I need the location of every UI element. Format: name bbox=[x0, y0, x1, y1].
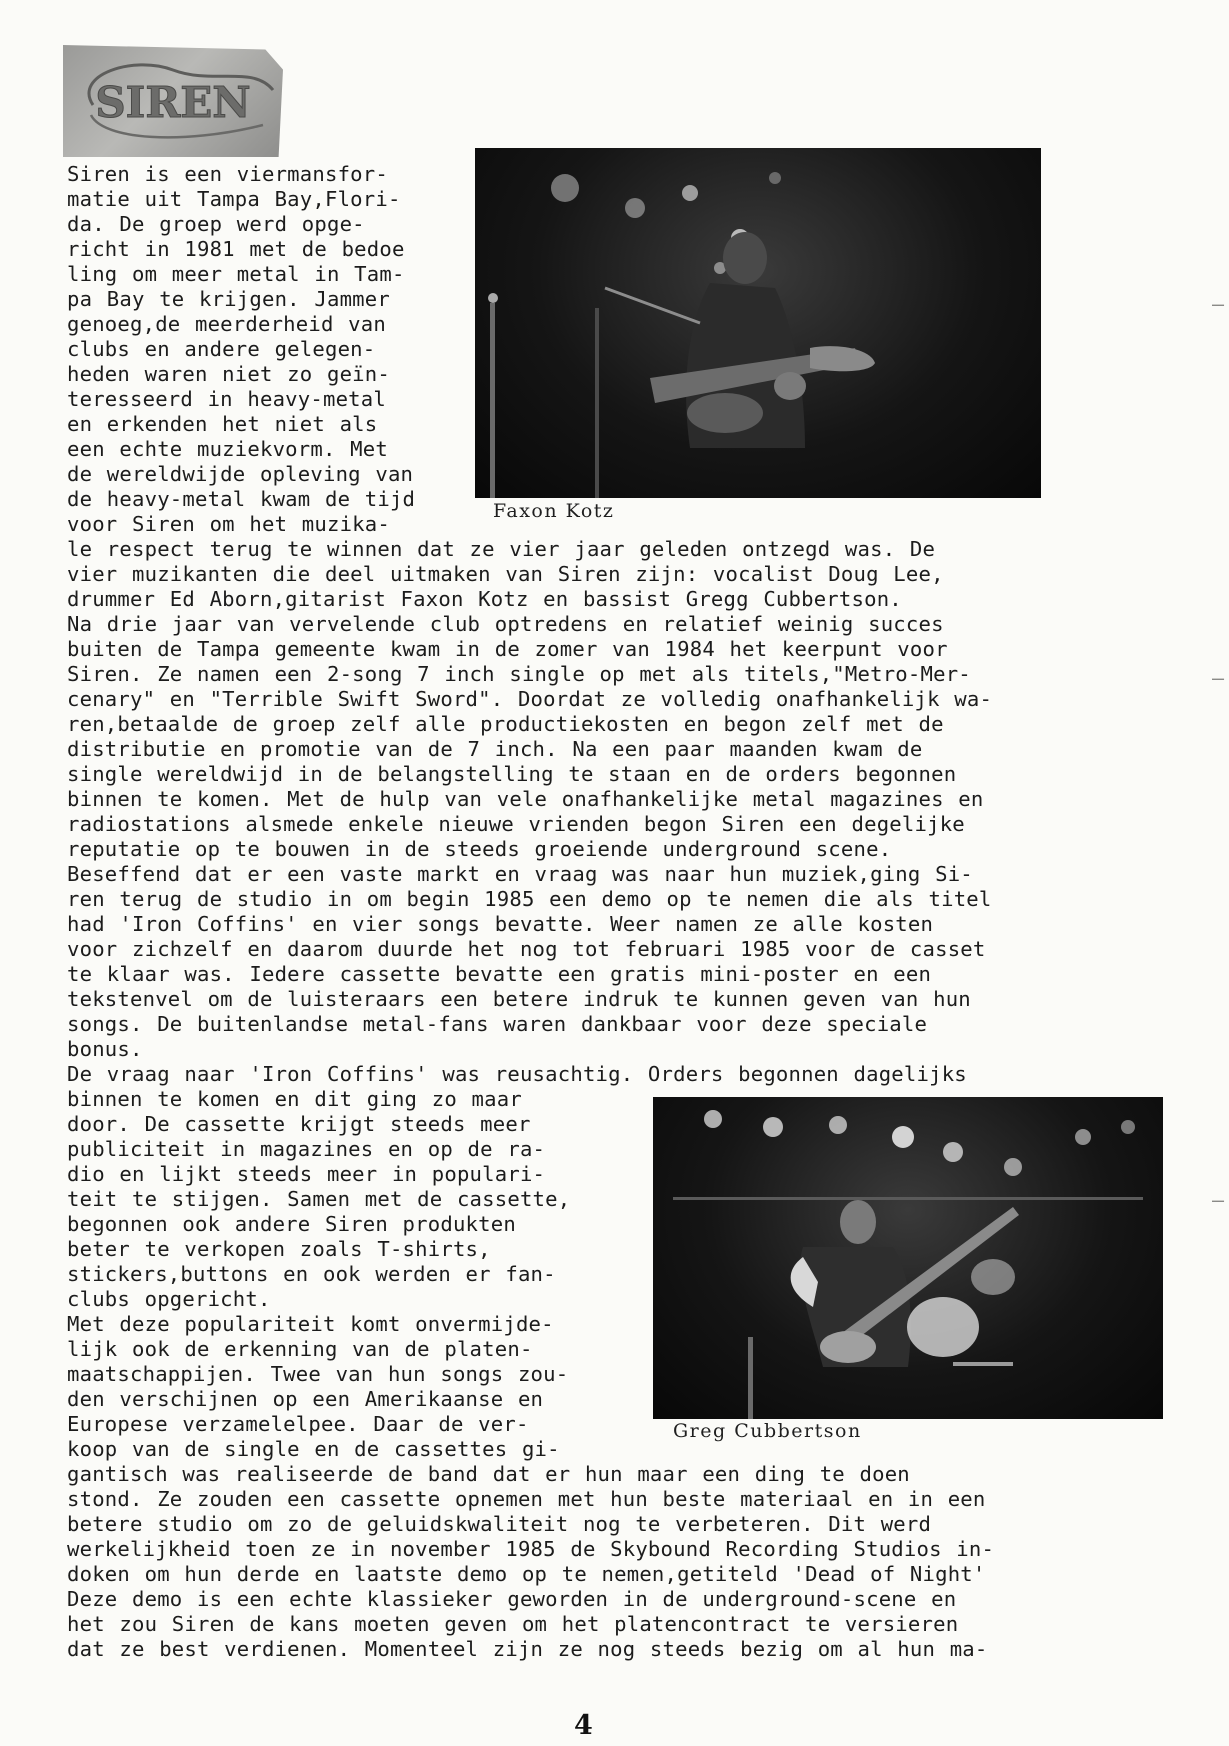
margin-dash-mark: – bbox=[1212, 666, 1225, 690]
text-line: De vraag naar 'Iron Coffins' was reusachtig. Orders begonnen dagelijks bbox=[67, 1062, 967, 1086]
text-line: begonnen ook andere Siren produkten bbox=[67, 1212, 516, 1236]
text-line: tekstenvel om de luisteraars een betere indruk te kunnen geven van hun bbox=[67, 987, 971, 1011]
text-line: ren terug de studio in om begin 1985 een demo op te nemen die als titel bbox=[67, 887, 992, 911]
text-line: koop van de single en de cassettes gi- bbox=[67, 1437, 560, 1461]
text-line: le respect terug te winnen dat ze vier jaar geleden ontzegd was. De bbox=[67, 537, 936, 561]
text-line: de heavy-metal kwam de tijd bbox=[67, 487, 416, 511]
text-line: Siren is een viermansfor- bbox=[67, 162, 388, 186]
text-line: een echte muziekvorm. Met bbox=[67, 437, 388, 461]
text-line: bonus. bbox=[67, 1037, 143, 1061]
text-line: songs. De buitenlandse metal-fans waren dankbaar voor deze speciale bbox=[67, 1012, 928, 1036]
text-line: en erkenden het niet als bbox=[67, 412, 378, 436]
text-line: buiten de Tampa gemeente kwam in de zomer van 1984 het keerpunt voor bbox=[67, 637, 948, 661]
text-line: reputatie op te bouwen in de steeds groeiende underground scene. bbox=[67, 837, 892, 861]
text-line: single wereldwijd in de belangstelling te staan en de orders begonnen bbox=[67, 762, 957, 786]
text-line: clubs en andere gelegen- bbox=[67, 337, 376, 361]
text-line: stickers,buttons en ook werden er fan- bbox=[67, 1262, 556, 1286]
logo-text: SIREN bbox=[95, 78, 251, 127]
text-line: Met deze populariteit komt onvermijde- bbox=[67, 1312, 554, 1336]
text-line: het zou Siren de kans moeten geven om het platencontract te versieren bbox=[67, 1612, 959, 1636]
text-line: Na drie jaar van vervelende club optredens en relatief weinig succes bbox=[67, 612, 944, 636]
text-line: door. De cassette krijgt steeds meer bbox=[67, 1112, 531, 1136]
text-line: doken om hun derde en laatste demo op te nemen,getiteld 'Dead of Night' bbox=[67, 1562, 986, 1586]
text-line: de wereldwijde opleving van bbox=[67, 462, 414, 486]
text-line: radiostations alsmede enkele nieuwe vrienden begon Siren een degelijke bbox=[67, 812, 965, 836]
text-line: Deze demo is een echte klassieker geworden in de underground-scene en bbox=[67, 1587, 957, 1611]
text-line: publiciteit in magazines en op de ra- bbox=[67, 1137, 546, 1161]
siren-logo bbox=[63, 45, 283, 157]
text-line: den verschijnen op een Amerikaanse en bbox=[67, 1387, 544, 1411]
text-line: Europese verzamelelpee. Daar de ver- bbox=[67, 1412, 529, 1436]
text-line: betere studio om zo de geluidskwaliteit nog te verbeteren. Dit werd bbox=[67, 1512, 932, 1536]
margin-dash-mark: – bbox=[1212, 1188, 1225, 1212]
photo1-caption: Faxon Kotz bbox=[493, 500, 615, 522]
photo-faxon-kotz bbox=[475, 148, 1041, 498]
text-line: ren,betaalde de groep zelf alle productiekosten en begon zelf met de bbox=[67, 712, 944, 736]
margin-dash-mark: – bbox=[1212, 292, 1225, 316]
text-line: te klaar was. Iedere cassette bevatte een gratis mini-poster en een bbox=[67, 962, 932, 986]
text-line: dio en lijkt steeds meer in populari- bbox=[67, 1162, 546, 1186]
photo2-caption: Greg Cubbertson bbox=[673, 1420, 862, 1442]
text-line: Siren. Ze namen een 2-song 7 inch single op met als titels,"Metro-Mer- bbox=[67, 662, 971, 686]
text-line: vier muzikanten die deel uitmaken van Siren zijn: vocalist Doug Lee, bbox=[67, 562, 944, 586]
text-line: werkelijkheid toen ze in november 1985 de Skybound Recording Studios in- bbox=[67, 1537, 995, 1561]
text-line: matie uit Tampa Bay,Flori- bbox=[67, 187, 401, 211]
text-line: voor zichzelf en daarom duurde het nog tot februari 1985 voor de casset bbox=[67, 937, 986, 961]
text-line: binnen te komen. Met de hulp van vele onafhankelijke metal magazines en bbox=[67, 787, 984, 811]
text-line: maatschappijen. Twee van hun songs zou- bbox=[67, 1362, 569, 1386]
text-line: binnen te komen en dit ging zo maar bbox=[67, 1087, 522, 1111]
text-line: teresseerd in heavy-metal bbox=[67, 387, 386, 411]
text-line: da. De groep werd opge- bbox=[67, 212, 365, 236]
text-line: voor Siren om het muzika- bbox=[67, 512, 390, 536]
page-number: 4 bbox=[574, 1710, 593, 1741]
text-line: heden waren niet zo geïn- bbox=[67, 362, 390, 386]
text-line: distributie en promotie van de 7 inch. Na een paar maanden kwam de bbox=[67, 737, 923, 761]
text-line: ling om meer metal in Tam- bbox=[67, 262, 405, 286]
text-line: pa Bay te krijgen. Jammer bbox=[67, 287, 390, 311]
text-line: gantisch was realiseerde de band dat er hun maar een ding te doen bbox=[67, 1462, 910, 1486]
photo-greg-cubbertson bbox=[653, 1097, 1163, 1419]
text-line: beter te verkopen zoals T-shirts, bbox=[67, 1237, 491, 1261]
text-line: drummer Ed Aborn,gitarist Faxon Kotz en bassist Gregg Cubbertson. bbox=[67, 587, 902, 611]
text-line: clubs opgericht. bbox=[67, 1287, 271, 1311]
text-line: teit te stijgen. Samen met de cassette, bbox=[67, 1187, 571, 1211]
text-line: had 'Iron Coffins' en vier songs bevatte. Weer namen ze alle kosten bbox=[67, 912, 934, 936]
text-line: stond. Ze zouden een cassette opnemen met hun beste materiaal en in een bbox=[67, 1487, 986, 1511]
text-line: dat ze best verdienen. Momenteel zijn ze nog steeds bezig om al hun ma- bbox=[67, 1637, 988, 1661]
text-line: richt in 1981 met de bedoe bbox=[67, 237, 405, 261]
text-line: Beseffend dat er een vaste markt en vraag was naar hun muziek,ging Si- bbox=[67, 862, 973, 886]
text-line: genoeg,de meerderheid van bbox=[67, 312, 386, 336]
text-line: cenary" en "Terrible Swift Sword". Doordat ze volledig onafhankelijk wa- bbox=[67, 687, 993, 711]
text-line: lijk ook de erkenning van de platen- bbox=[67, 1337, 533, 1361]
